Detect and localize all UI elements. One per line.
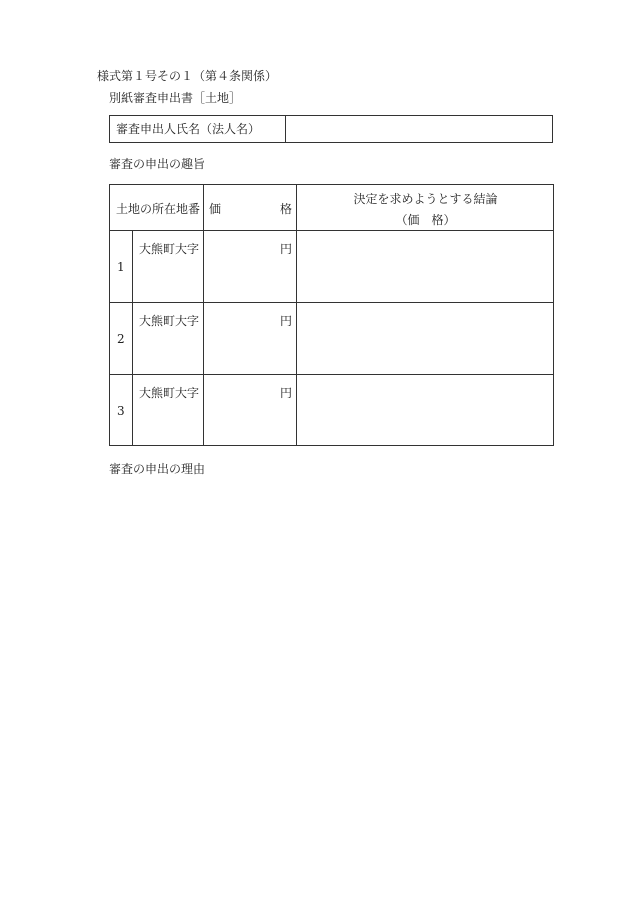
document-subtitle: 別紙審査申出書［土地］ bbox=[109, 91, 242, 105]
number-column-divider bbox=[132, 230, 133, 446]
row-1-price-unit: 円 bbox=[280, 242, 293, 256]
header-price-right: 格 bbox=[280, 202, 293, 216]
row-1-number: 1 bbox=[117, 260, 125, 274]
header-divider bbox=[110, 230, 553, 231]
applicant-name-label: 審査申出人氏名（法人名） bbox=[110, 116, 286, 142]
gist-heading: 審査の申出の趣旨 bbox=[109, 157, 206, 171]
row-divider bbox=[110, 374, 553, 375]
row-3-price-unit: 円 bbox=[280, 386, 293, 400]
row-2-number: 2 bbox=[117, 332, 125, 346]
header-conclusion-line2: （価 格） bbox=[395, 213, 456, 227]
form-number: 様式第１号その１（第４条関係） bbox=[97, 69, 278, 83]
header-price-left: 価 bbox=[209, 202, 222, 216]
applicant-name-field[interactable] bbox=[286, 116, 552, 142]
row-1-location: 大熊町大字 bbox=[139, 242, 200, 256]
application-table bbox=[109, 184, 554, 446]
header-location: 土地の所在地番 bbox=[116, 202, 201, 216]
row-2-price-unit: 円 bbox=[280, 314, 293, 328]
column-divider bbox=[203, 185, 204, 445]
row-3-location: 大熊町大字 bbox=[139, 386, 200, 400]
row-divider bbox=[110, 302, 553, 303]
header-conclusion-line1: 決定を求めようとする結論 bbox=[353, 192, 498, 206]
reason-heading: 審査の申出の理由 bbox=[109, 462, 206, 476]
applicant-name-table bbox=[109, 115, 553, 143]
row-3-number: 3 bbox=[117, 404, 125, 418]
row-2-location: 大熊町大字 bbox=[139, 314, 200, 328]
